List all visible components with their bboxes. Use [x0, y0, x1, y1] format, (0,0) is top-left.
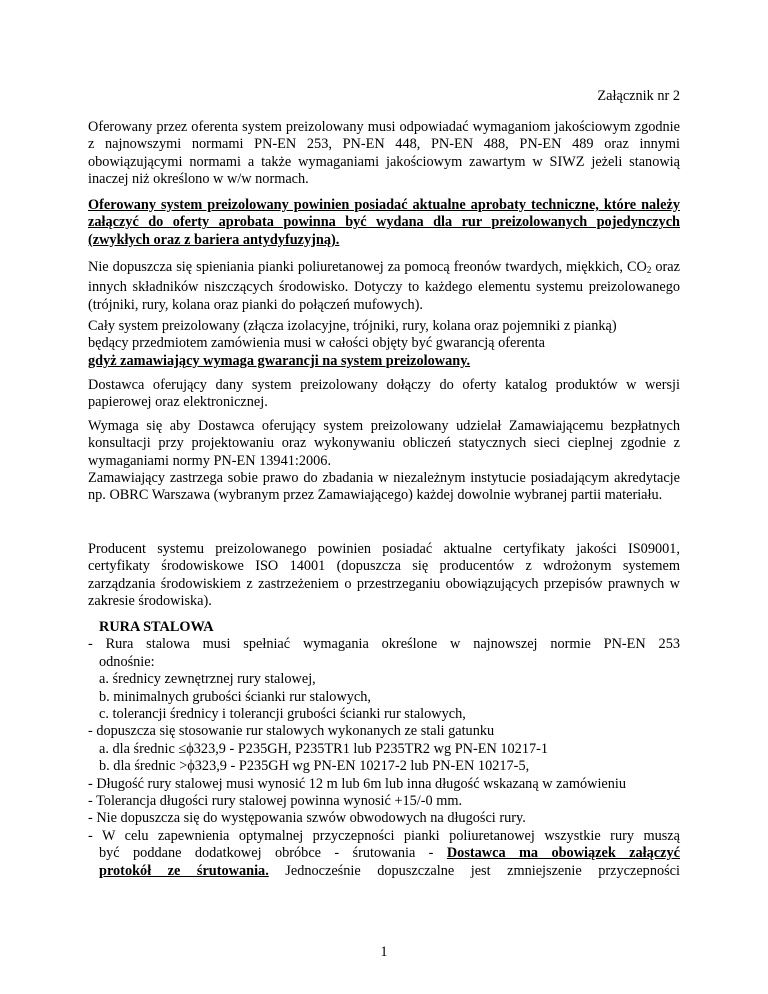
steel-line-13-emphasis: Dostawca ma obowiązek załączyć — [446, 845, 680, 862]
foam-text-2: oraz innych składników niszczących środowisko. Dotyczy to każdego elementu systemu preizolowanego (trójniki, rury, kolana oraz pianki do połączeń mufowych). — [88, 259, 680, 313]
steel-line-14-text: Jednocześnie dopuszczalne jest zmniejszenie przyczepności — [268, 862, 681, 879]
testing-paragraph: Zamawiający zastrzega sobie prawo do zbadania w niezależnym instytucie posiadającym akredytacje np. OBRC Warszawa (wybranym przez Zamawiającego) każdej dowolnie wybranej partii materiału. — [88, 470, 680, 504]
steel-line-10: - Tolerancja długości rury stalowej powinna wynosić +15/-0 mm. — [88, 793, 463, 810]
steel-line-7: a. dla średnic ≤ϕ323,9 - P235GH, P235TR1 lub P235TR2 wg PN-EN 10217-1 — [99, 740, 549, 757]
steel-line-12: - W celu zapewnienia optymalnej przyczepności pianki poliuretanowej wszystkie rury muszą — [88, 827, 680, 844]
steel-line-6: - dopuszcza się stosowanie rur stalowych wykonanych ze stali gatunku — [88, 723, 495, 740]
document-page — [88, 0, 680, 994]
warranty-line-1: Cały system preizolowany (złącza izolacyjne, trójniki, rury, kolana oraz pojemniki z pianką) — [88, 318, 617, 334]
page-number: 1 — [380, 944, 388, 960]
steel-line-9: - Długość rury stalowej musi wynosić 12 m lub 6m lub inna długość wskazaną w zamówieniu — [88, 775, 627, 792]
warranty-line-2: będący przedmiotem zamówienia musi w całości objęty być gwarancją oferenta — [88, 335, 545, 352]
foam-text-1: Nie dopuszcza się spieniania pianki poliuretanowej za pomocą freonów twardych, miękkich, CO — [88, 259, 647, 275]
warranty-paragraph — [88, 318, 680, 370]
steel-line-14-emphasis: protokół ze śrutowania. — [99, 862, 269, 879]
foam-paragraph — [88, 259, 680, 314]
approval-notice: Oferowany system preizolowany powinien posiadać aktualne aprobaty techniczne, które należy załączyć do oferty aprobata powinna być wydana dla rur preizolowanych pojedynczych (zwykłych oraz z bariera antydyfuzyjną). — [88, 197, 680, 248]
steel-heading: RURA STALOWA — [99, 619, 214, 635]
steel-line-13 — [88, 845, 680, 862]
steel-line-13-text: być poddane dodatkowej obróbce - śrutowania - — [99, 845, 447, 862]
steel-line-1: - Rura stalowa musi spełniać wymagania określone w najnowszej normie PN-EN 253 — [88, 636, 680, 653]
warranty-line-3: gdyż zamawiający wymaga gwarancji na system preizolowany. — [88, 352, 471, 369]
consultation-paragraph: Wymaga się aby Dostawca oferujący system preizolowany udzielał Zamawiającemu bezpłatnych konsultacji przy projektowaniu oraz wykonywaniu obliczeń statycznych sieci cieplnej zgodnie z wymaganiami normy PN-EN 13941:2006. — [88, 418, 680, 469]
steel-line-5: c. tolerancji średnicy i tolerancji grubości ścianki rur stalowych, — [99, 706, 466, 723]
catalog-paragraph: Dostawca oferujący dany system preizolowany dołączy do oferty katalog produktów w wersji papierowej oraz elektronicznej. — [88, 377, 680, 411]
steel-line-14 — [88, 863, 680, 880]
steel-line-2: odnośnie: — [99, 653, 155, 670]
steel-pipe-section — [88, 619, 680, 880]
annex-label: Załącznik nr 2 — [597, 88, 680, 104]
steel-line-11: - Nie dopuszcza się do występowania szwów obwodowych na długości rury. — [88, 810, 526, 827]
certificates-paragraph: Producent systemu preizolowanego powinien posiadać aktualne certyfikaty jakości IS09001, certyfikaty środowiskowe ISO 14001 (dopuszcza się producentów z wdrożonym systemem zarządzania środowiskiem z zastrzeżeniem o przestrzeganiu obowiązujących przepisów prawnych w zakresie środowiska). — [88, 541, 680, 610]
intro-paragraph: Oferowany przez oferenta system preizolowany musi odpowiadać wymaganiom jakościowym zgodnie z najnowszymi normami PN-EN 253, PN-EN 448, PN-EN 488, PN-EN 489 oraz innymi obowiązującymi normami a także wymaganiami jakościowym zawartym w SIWZ jeżeli stanowią inaczej niż określono w w/w normach. — [88, 119, 680, 188]
steel-line-3: a. średnicy zewnętrznej rury stalowej, — [99, 671, 316, 688]
steel-line-8: b. dla średnic >ϕ323,9 - P235GH wg PN-EN 10217-2 lub PN-EN 10217-5, — [99, 758, 530, 775]
steel-line-4: b. minimalnych grubości ścianki rur stalowych, — [99, 688, 371, 705]
foam-subscript: 2 — [646, 265, 652, 275]
